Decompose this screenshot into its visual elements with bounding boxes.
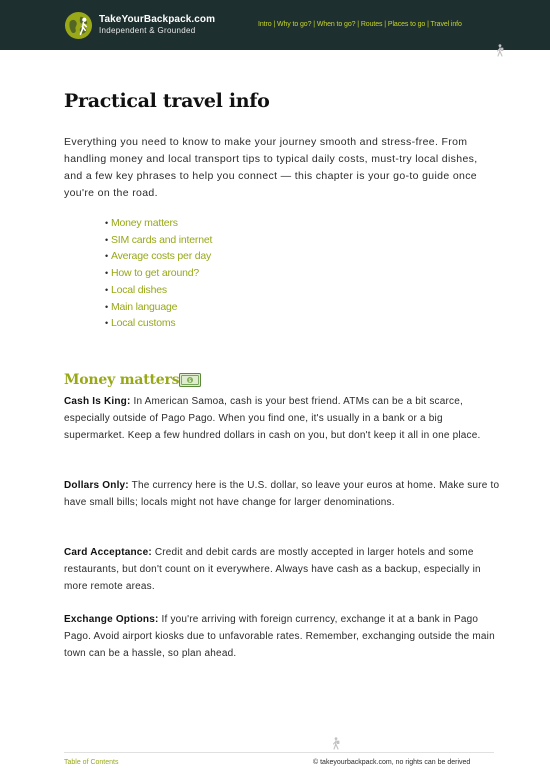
paragraph-cash-is-king xyxy=(64,393,504,444)
bullet-icon: • xyxy=(105,301,108,312)
svg-text:$: $ xyxy=(188,378,192,384)
nav-travel-info[interactable]: Travel info xyxy=(430,21,462,28)
bullet-icon: • xyxy=(105,218,108,228)
hiker-icon xyxy=(495,44,505,57)
chapter-contents-list xyxy=(105,215,212,332)
copyright-notice: © takeyourbackpack.com, no rights can be derived xyxy=(313,759,471,766)
toc-item-average-costs[interactable]: • Average costs per day xyxy=(105,250,212,263)
paragraph-dollars-only xyxy=(64,477,504,511)
toc-item-sim-cards[interactable]: • SIM cards and internet xyxy=(105,233,213,246)
nav-intro[interactable]: Intro xyxy=(258,21,272,28)
paragraph-exchange-options xyxy=(64,611,504,662)
globe-logo-icon[interactable] xyxy=(64,11,93,40)
label-exchange-options: Exchange Options: xyxy=(64,614,159,625)
label-cash-is-king: Cash Is King: xyxy=(64,396,131,407)
table-of-contents-link[interactable]: Table of Contents xyxy=(64,759,119,766)
site-header xyxy=(0,0,550,50)
paragraph-card-acceptance xyxy=(64,544,504,595)
nav-places-to-go[interactable]: Places to go xyxy=(387,21,426,28)
intro-paragraph: Everything you need to know to make your journey smooth and stress-free. From handling money and local transport tips to typical daily costs, must-try local dishes, and a few key phrases to help you connect — this chapter is your go-to guide once you're on the road. xyxy=(64,136,478,199)
toc-item-money-matters[interactable]: • Money matters xyxy=(105,217,178,229)
label-card-acceptance: Card Acceptance: xyxy=(64,547,152,558)
text-exchange-options: If you're arriving with foreign currency, exchange it at a bank in Pago Pago. Avoid airport kiosks due to unfavorable rates. Remember, exchanging outside the main town can be a hassle, so plan ahead. xyxy=(64,614,495,659)
toc-item-local-dishes[interactable]: • Local dishes xyxy=(105,283,167,296)
toc-item-local-customs[interactable]: • Local customs xyxy=(105,317,176,330)
section-title-money-matters: Money matters xyxy=(64,372,180,388)
bullet-icon: • xyxy=(105,284,108,295)
page-title: Practical travel info xyxy=(64,90,270,112)
brand-name[interactable]: TakeYourBackpack.com xyxy=(99,14,216,25)
brand-tagline: Independent & Grounded xyxy=(99,26,196,35)
label-dollars-only: Dollars Only: xyxy=(64,480,129,491)
toc-item-main-language[interactable]: • Main language xyxy=(105,300,178,313)
money-icon xyxy=(179,373,201,387)
text-cash-is-king: In American Samoa, cash is your best friend. ATMs can be a bit scarce, especially outside of Pago Pago. When you find one, it's usually in a bank or a big supermarket. Keep a few hundred dollars in cash on you, but don't keep it all in one place. xyxy=(64,396,481,441)
text-dollars-only: The currency here is the U.S. dollar, so leave your euros at home. Make sure to have small bills; locals might not have change for larger denominations. xyxy=(64,480,500,508)
footer-divider xyxy=(64,752,494,753)
toc-item-get-around[interactable]: • How to get around? xyxy=(105,267,199,280)
bullet-icon: • xyxy=(105,268,108,279)
hiker-icon xyxy=(331,737,341,750)
bullet-icon: • xyxy=(105,251,108,262)
nav-routes[interactable]: Routes xyxy=(360,21,383,28)
nav-why-to-go[interactable]: Why to go? xyxy=(276,21,312,28)
text-card-acceptance: Credit and debit cards are mostly accepted in larger hotels and some restaurants, but don't count on it everywhere. Always have cash as a backup, especially in more remote areas. xyxy=(64,547,481,592)
bullet-icon: • xyxy=(105,234,108,245)
top-navigation: Intro | Why to go? | When to go? | Routes | Places to go | Travel info xyxy=(258,21,462,28)
bullet-icon: • xyxy=(105,318,108,329)
nav-when-to-go[interactable]: When to go? xyxy=(316,21,356,28)
